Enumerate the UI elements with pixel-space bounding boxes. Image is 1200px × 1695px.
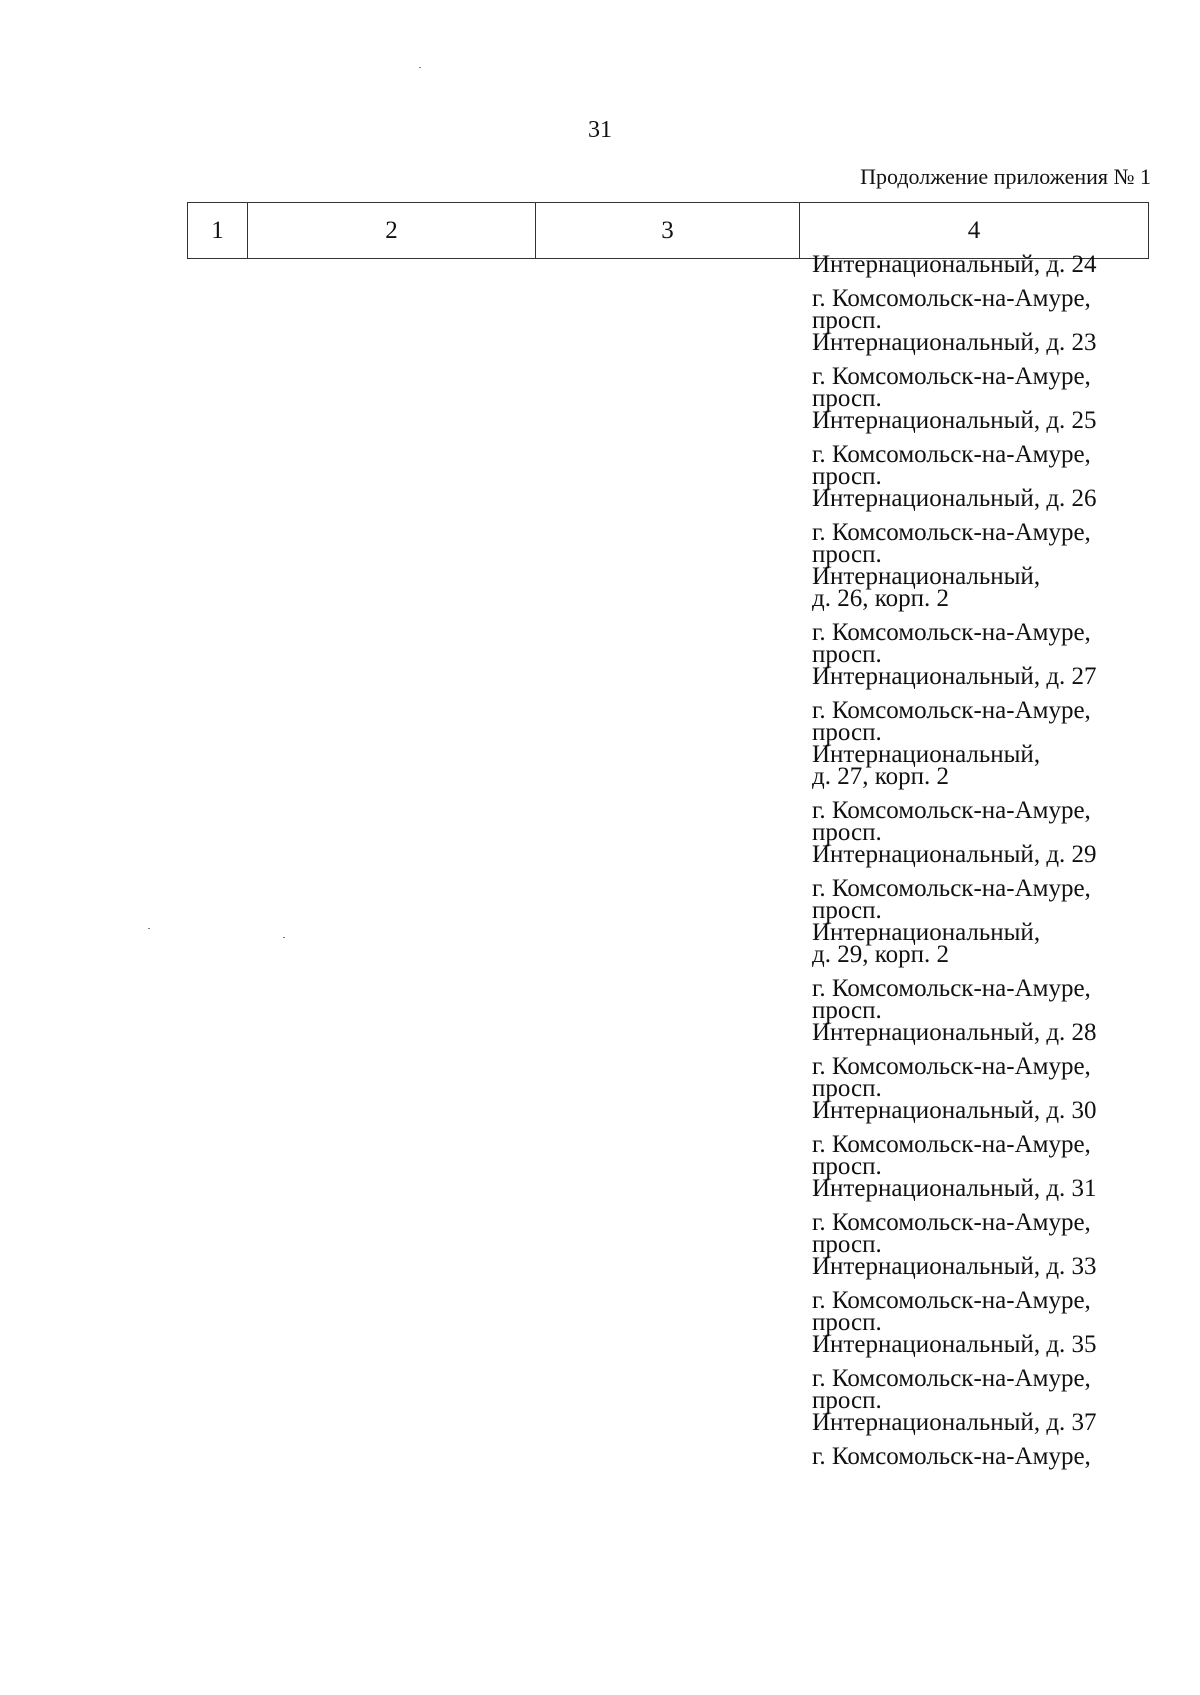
scan-speck: [283, 937, 285, 938]
address-line: Интернациональный,: [812, 741, 1041, 768]
address-entry: [812, 1209, 1152, 1280]
address-line: Интернациональный, д. 27: [812, 663, 1097, 690]
address-line: просп.: [812, 1309, 882, 1336]
column-header-1: 1: [188, 203, 248, 258]
address-line: д. 26, корп. 2: [812, 585, 949, 612]
address-line: просп.: [812, 1075, 882, 1102]
address-entry: [812, 441, 1152, 512]
address-entry: [812, 797, 1152, 868]
address-entry: [812, 1287, 1152, 1358]
address-line: просп.: [812, 541, 882, 568]
address-line: просп.: [812, 819, 882, 846]
column-header-2: 2: [248, 203, 536, 258]
address-line: просп.: [812, 719, 882, 746]
scan-speck: [419, 67, 421, 68]
address-line: г. Комсомольск-на-Амуре,: [812, 1131, 1091, 1158]
address-entry: [812, 619, 1152, 690]
address-line: г. Комсомольск-на-Амуре,: [812, 1365, 1091, 1392]
address-line: просп.: [812, 997, 882, 1024]
address-line: Интернациональный, д. 28: [812, 1019, 1097, 1046]
address-line: просп.: [812, 385, 882, 412]
column-header-3: 3: [536, 203, 800, 258]
scan-speck: [148, 928, 150, 929]
address-line: г. Комсомольск-на-Амуре,: [812, 1443, 1091, 1470]
address-line: Интернациональный, д. 31: [812, 1175, 1097, 1202]
address-line: просп.: [812, 1387, 882, 1414]
column-header-4: 4: [967, 216, 981, 244]
address-entry: [812, 1365, 1152, 1436]
address-line: Интернациональный, д. 35: [812, 1331, 1097, 1358]
address-line: г. Комсомольск-на-Амуре,: [812, 797, 1091, 824]
address-line: просп.: [812, 1231, 882, 1258]
address-line: Интернациональный, д. 30: [812, 1097, 1097, 1124]
address-entry: [812, 1443, 1152, 1470]
address-line: Интернациональный, д. 33: [812, 1253, 1097, 1280]
address-line: д. 27, корп. 2: [812, 763, 949, 790]
address-line: просп.: [812, 897, 882, 924]
address-line: просп.: [812, 1153, 882, 1180]
address-line: Интернациональный, д. 37: [812, 1409, 1097, 1436]
address-line: Интернациональный, д. 23: [812, 329, 1097, 356]
address-line: Интернациональный, д. 29: [812, 841, 1097, 868]
address-line: г. Комсомольск-на-Амуре,: [812, 619, 1091, 646]
address-entry: [812, 519, 1152, 612]
address-entry: [812, 1053, 1152, 1124]
address-line: г. Комсомольск-на-Амуре,: [812, 1209, 1091, 1236]
address-line: г. Комсомольск-на-Амуре,: [812, 697, 1091, 724]
address-entry: [812, 285, 1152, 356]
address-line: г. Комсомольск-на-Амуре,: [812, 363, 1091, 390]
address-entry: [812, 875, 1152, 968]
address-entry: [812, 363, 1152, 434]
address-line: Интернациональный, д. 24: [812, 251, 1097, 278]
address-line: просп.: [812, 307, 882, 334]
address-line: просп.: [812, 641, 882, 668]
address-list: [812, 251, 1152, 1480]
address-line: г. Комсомольск-на-Амуре,: [812, 1053, 1091, 1080]
address-line: г. Комсомольск-на-Амуре,: [812, 1287, 1091, 1314]
address-line: Интернациональный, д. 25: [812, 407, 1097, 434]
address-line: Интернациональный,: [812, 919, 1041, 946]
address-entry: [812, 1131, 1152, 1202]
page-number: 31: [588, 117, 612, 143]
address-line: г. Комсомольск-на-Амуре,: [812, 519, 1091, 546]
address-line: г. Комсомольск-на-Амуре,: [812, 875, 1091, 902]
address-line: Интернациональный,: [812, 563, 1041, 590]
address-line: Интернациональный, д. 26: [812, 485, 1097, 512]
address-entry: [812, 975, 1152, 1046]
address-line: г. Комсомольск-на-Амуре,: [812, 285, 1091, 312]
address-line: д. 29, корп. 2: [812, 941, 949, 968]
address-entry: [812, 697, 1152, 790]
address-entry: [812, 251, 1152, 278]
address-line: просп.: [812, 463, 882, 490]
address-line: г. Комсомольск-на-Амуре,: [812, 441, 1091, 468]
address-line: г. Комсомольск-на-Амуре,: [812, 975, 1091, 1002]
continuation-label: Продолжение приложения № 1: [860, 164, 1151, 189]
